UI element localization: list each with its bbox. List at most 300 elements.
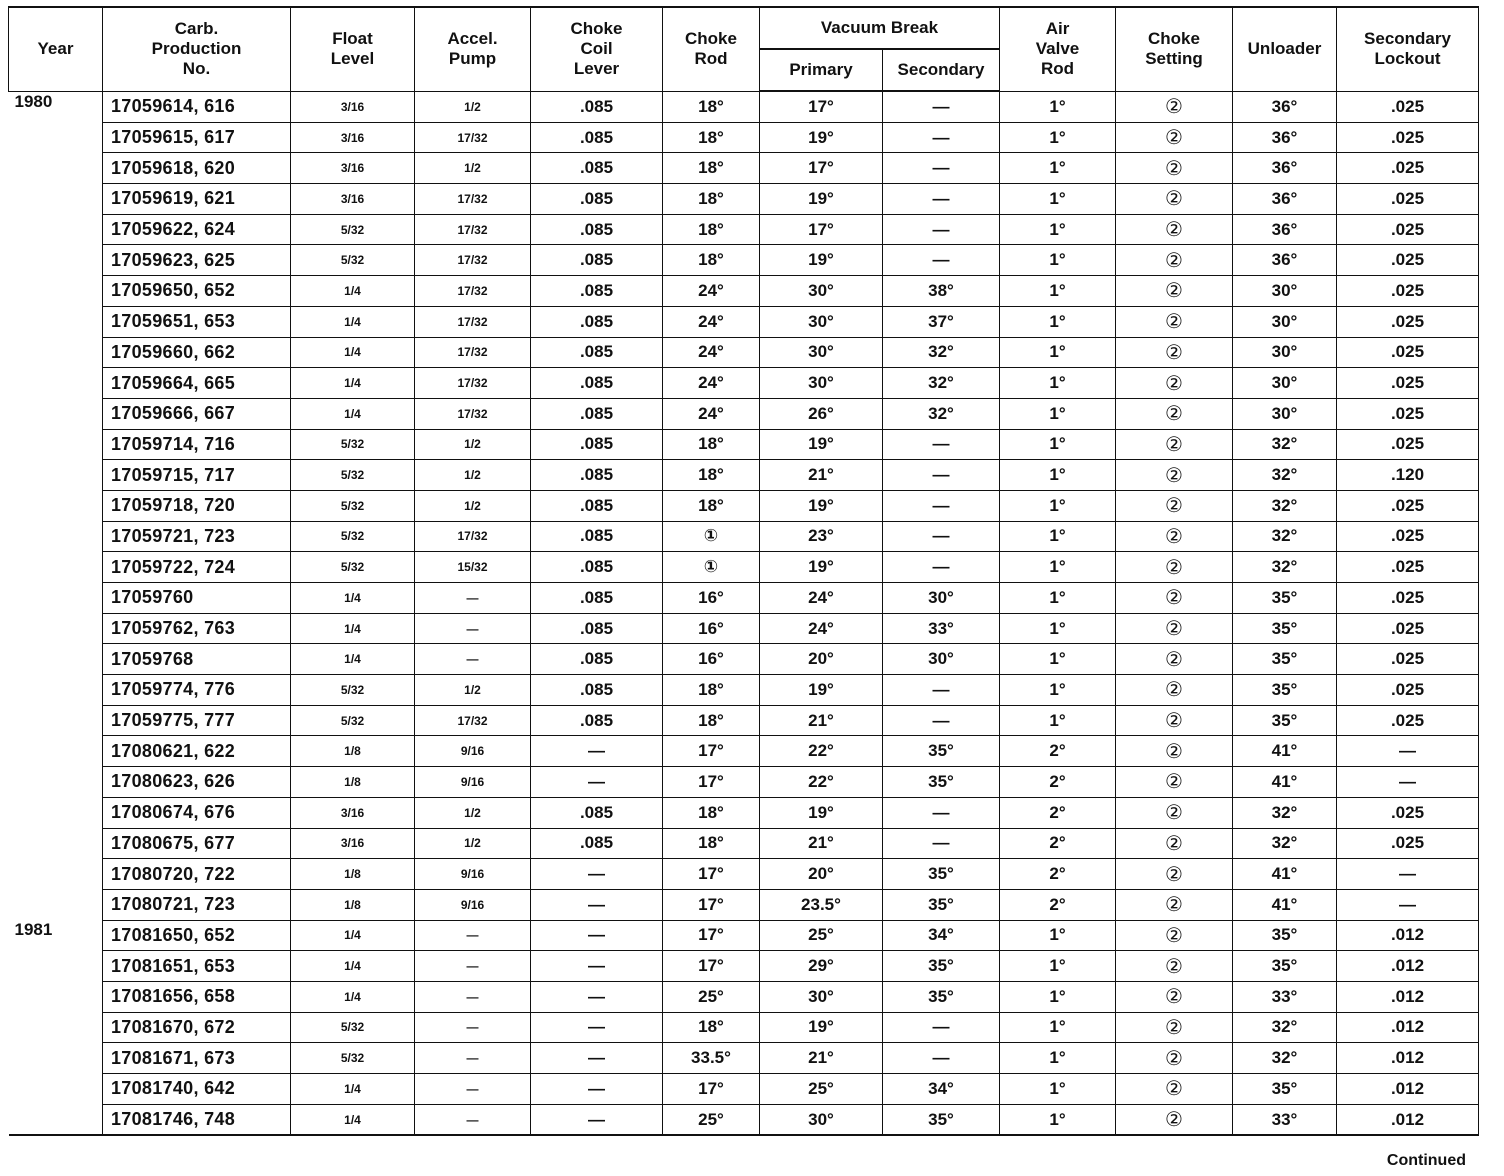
vacuum-primary-cell: 19° bbox=[760, 490, 883, 521]
carb-production-no-cell: 17080623, 626 bbox=[103, 767, 291, 798]
air-valve-rod-cell: 1° bbox=[1000, 1043, 1116, 1074]
choke-rod-cell: ① bbox=[663, 521, 760, 552]
vacuum-secondary-cell: 30° bbox=[883, 644, 1000, 675]
choke-rod-cell: 18° bbox=[663, 429, 760, 460]
year-cell bbox=[9, 705, 103, 736]
vacuum-primary-cell: 20° bbox=[760, 859, 883, 890]
float-level-cell: 1/4 bbox=[291, 613, 415, 644]
carb-production-no-cell: 17080621, 622 bbox=[103, 736, 291, 767]
choke-setting-cell: ② bbox=[1116, 153, 1233, 184]
choke-coil-lever-cell: .085 bbox=[531, 644, 663, 675]
choke-rod-cell: 18° bbox=[663, 797, 760, 828]
air-valve-rod-cell: 2° bbox=[1000, 767, 1116, 798]
vacuum-primary-cell: 22° bbox=[760, 767, 883, 798]
air-valve-rod-cell: 1° bbox=[1000, 368, 1116, 399]
choke-rod-cell: 24° bbox=[663, 306, 760, 337]
choke-coil-lever-cell: .085 bbox=[531, 583, 663, 614]
choke-coil-lever-cell: — bbox=[531, 889, 663, 920]
table-row bbox=[9, 1104, 1479, 1135]
float-level-cell: 1/4 bbox=[291, 1104, 415, 1135]
accel-pump-cell: — bbox=[415, 613, 531, 644]
secondary-lockout-cell: .025 bbox=[1337, 276, 1479, 307]
year-cell bbox=[9, 583, 103, 614]
vacuum-primary-cell: 23.5° bbox=[760, 889, 883, 920]
choke-rod-cell: 16° bbox=[663, 644, 760, 675]
carb-production-no-cell: 17080721, 723 bbox=[103, 889, 291, 920]
vacuum-secondary-cell: 35° bbox=[883, 1104, 1000, 1135]
choke-coil-lever-cell: — bbox=[531, 920, 663, 951]
year-cell: 1980 bbox=[9, 91, 103, 122]
choke-setting-cell: ② bbox=[1116, 490, 1233, 521]
carb-production-no-cell: 17081651, 653 bbox=[103, 951, 291, 982]
choke-rod-cell: 17° bbox=[663, 1074, 760, 1105]
float-level-cell: 3/16 bbox=[291, 828, 415, 859]
table-row bbox=[9, 736, 1479, 767]
secondary-lockout-cell: .120 bbox=[1337, 460, 1479, 491]
unloader-cell: 30° bbox=[1233, 398, 1337, 429]
year-cell bbox=[9, 828, 103, 859]
vacuum-secondary-cell: — bbox=[883, 828, 1000, 859]
unloader-cell: 30° bbox=[1233, 276, 1337, 307]
choke-coil-lever-cell: — bbox=[531, 951, 663, 982]
year-cell bbox=[9, 1043, 103, 1074]
choke-coil-lever-cell: — bbox=[531, 1074, 663, 1105]
choke-setting-cell: ② bbox=[1116, 1074, 1233, 1105]
header-vacuum-primary: Primary bbox=[760, 49, 883, 91]
secondary-lockout-cell: .025 bbox=[1337, 521, 1479, 552]
year-cell bbox=[9, 1012, 103, 1043]
table-row bbox=[9, 521, 1479, 552]
float-level-cell: 5/32 bbox=[291, 214, 415, 245]
vacuum-primary-cell: 21° bbox=[760, 828, 883, 859]
accel-pump-cell: 1/2 bbox=[415, 153, 531, 184]
float-level-cell: 1/4 bbox=[291, 951, 415, 982]
choke-setting-cell: ② bbox=[1116, 705, 1233, 736]
vacuum-primary-cell: 30° bbox=[760, 1104, 883, 1135]
unloader-cell: 36° bbox=[1233, 245, 1337, 276]
air-valve-rod-cell: 1° bbox=[1000, 214, 1116, 245]
float-level-cell: 5/32 bbox=[291, 490, 415, 521]
float-level-cell: 5/32 bbox=[291, 552, 415, 583]
accel-pump-cell: 15/32 bbox=[415, 552, 531, 583]
vacuum-secondary-cell: 33° bbox=[883, 613, 1000, 644]
year-cell bbox=[9, 245, 103, 276]
vacuum-primary-cell: 30° bbox=[760, 981, 883, 1012]
unloader-cell: 35° bbox=[1233, 920, 1337, 951]
table-row bbox=[9, 583, 1479, 614]
vacuum-primary-cell: 19° bbox=[760, 552, 883, 583]
unloader-cell: 35° bbox=[1233, 1074, 1337, 1105]
vacuum-primary-cell: 30° bbox=[760, 368, 883, 399]
vacuum-secondary-cell: 30° bbox=[883, 583, 1000, 614]
table-row bbox=[9, 767, 1479, 798]
accel-pump-cell: 1/2 bbox=[415, 828, 531, 859]
choke-coil-lever-cell: .085 bbox=[531, 276, 663, 307]
carb-production-no-cell: 17081650, 652 bbox=[103, 920, 291, 951]
choke-setting-cell: ② bbox=[1116, 122, 1233, 153]
choke-rod-cell: 18° bbox=[663, 91, 760, 122]
choke-setting-cell: ② bbox=[1116, 675, 1233, 706]
year-cell bbox=[9, 736, 103, 767]
vacuum-primary-cell: 19° bbox=[760, 797, 883, 828]
choke-rod-cell: 24° bbox=[663, 276, 760, 307]
table-row bbox=[9, 859, 1479, 890]
year-cell bbox=[9, 1104, 103, 1135]
secondary-lockout-cell: .025 bbox=[1337, 184, 1479, 215]
carb-production-no-cell: 17059615, 617 bbox=[103, 122, 291, 153]
choke-rod-cell: 17° bbox=[663, 889, 760, 920]
year-cell bbox=[9, 1074, 103, 1105]
choke-setting-cell: ② bbox=[1116, 306, 1233, 337]
vacuum-secondary-cell: 37° bbox=[883, 306, 1000, 337]
year-cell bbox=[9, 644, 103, 675]
accel-pump-cell: 17/32 bbox=[415, 306, 531, 337]
unloader-cell: 32° bbox=[1233, 490, 1337, 521]
secondary-lockout-cell: .025 bbox=[1337, 490, 1479, 521]
table-row bbox=[9, 184, 1479, 215]
float-level-cell: 1/4 bbox=[291, 398, 415, 429]
vacuum-primary-cell: 25° bbox=[760, 920, 883, 951]
choke-rod-cell: 18° bbox=[663, 490, 760, 521]
vacuum-primary-cell: 19° bbox=[760, 122, 883, 153]
vacuum-secondary-cell: — bbox=[883, 122, 1000, 153]
table-row bbox=[9, 153, 1479, 184]
vacuum-secondary-cell: 32° bbox=[883, 368, 1000, 399]
choke-setting-cell: ② bbox=[1116, 1043, 1233, 1074]
accel-pump-cell: 1/2 bbox=[415, 797, 531, 828]
vacuum-secondary-cell: 35° bbox=[883, 767, 1000, 798]
carb-production-no-cell: 17059714, 716 bbox=[103, 429, 291, 460]
air-valve-rod-cell: 1° bbox=[1000, 1012, 1116, 1043]
table-body bbox=[9, 91, 1479, 1135]
accel-pump-cell: 17/32 bbox=[415, 521, 531, 552]
air-valve-rod-cell: 1° bbox=[1000, 276, 1116, 307]
unloader-cell: 35° bbox=[1233, 675, 1337, 706]
vacuum-secondary-cell: — bbox=[883, 521, 1000, 552]
choke-coil-lever-cell: .085 bbox=[531, 245, 663, 276]
carb-production-no-cell: 17059715, 717 bbox=[103, 460, 291, 491]
choke-rod-cell: 33.5° bbox=[663, 1043, 760, 1074]
unloader-cell: 33° bbox=[1233, 981, 1337, 1012]
secondary-lockout-cell: .025 bbox=[1337, 644, 1479, 675]
vacuum-primary-cell: 19° bbox=[760, 184, 883, 215]
choke-setting-cell: ② bbox=[1116, 736, 1233, 767]
accel-pump-cell: 17/32 bbox=[415, 337, 531, 368]
carb-production-no-cell: 17080674, 676 bbox=[103, 797, 291, 828]
vacuum-secondary-cell: — bbox=[883, 184, 1000, 215]
vacuum-primary-cell: 17° bbox=[760, 91, 883, 122]
float-level-cell: 1/4 bbox=[291, 583, 415, 614]
unloader-cell: 32° bbox=[1233, 1012, 1337, 1043]
carb-production-no-cell: 17059768 bbox=[103, 644, 291, 675]
carb-production-no-cell: 17059666, 667 bbox=[103, 398, 291, 429]
choke-coil-lever-cell: .085 bbox=[531, 398, 663, 429]
unloader-cell: 41° bbox=[1233, 859, 1337, 890]
carb-production-no-cell: 17059721, 723 bbox=[103, 521, 291, 552]
unloader-cell: 32° bbox=[1233, 429, 1337, 460]
table-row bbox=[9, 91, 1479, 122]
unloader-cell: 32° bbox=[1233, 797, 1337, 828]
year-cell: 1981 bbox=[9, 920, 103, 951]
choke-rod-cell: 16° bbox=[663, 613, 760, 644]
choke-coil-lever-cell: .085 bbox=[531, 797, 663, 828]
vacuum-primary-cell: 30° bbox=[760, 306, 883, 337]
vacuum-secondary-cell: 38° bbox=[883, 276, 1000, 307]
unloader-cell: 35° bbox=[1233, 705, 1337, 736]
table-row bbox=[9, 368, 1479, 399]
unloader-cell: 35° bbox=[1233, 613, 1337, 644]
vacuum-secondary-cell: — bbox=[883, 705, 1000, 736]
secondary-lockout-cell: .025 bbox=[1337, 705, 1479, 736]
choke-rod-cell: 25° bbox=[663, 981, 760, 1012]
float-level-cell: 1/8 bbox=[291, 889, 415, 920]
choke-coil-lever-cell: .085 bbox=[531, 122, 663, 153]
unloader-cell: 33° bbox=[1233, 1104, 1337, 1135]
air-valve-rod-cell: 1° bbox=[1000, 429, 1116, 460]
carb-production-no-cell: 17059762, 763 bbox=[103, 613, 291, 644]
accel-pump-cell: 1/2 bbox=[415, 490, 531, 521]
unloader-cell: 41° bbox=[1233, 889, 1337, 920]
unloader-cell: 32° bbox=[1233, 552, 1337, 583]
year-cell bbox=[9, 981, 103, 1012]
choke-coil-lever-cell: .085 bbox=[531, 552, 663, 583]
secondary-lockout-cell: .012 bbox=[1337, 1104, 1479, 1135]
choke-coil-lever-cell: .085 bbox=[531, 368, 663, 399]
vacuum-primary-cell: 24° bbox=[760, 613, 883, 644]
table-row bbox=[9, 828, 1479, 859]
air-valve-rod-cell: 1° bbox=[1000, 153, 1116, 184]
carb-production-no-cell: 17059664, 665 bbox=[103, 368, 291, 399]
table-row bbox=[9, 398, 1479, 429]
air-valve-rod-cell: 1° bbox=[1000, 613, 1116, 644]
vacuum-secondary-cell: 34° bbox=[883, 1074, 1000, 1105]
year-cell bbox=[9, 951, 103, 982]
vacuum-primary-cell: 19° bbox=[760, 245, 883, 276]
carb-production-no-cell: 17059718, 720 bbox=[103, 490, 291, 521]
unloader-cell: 36° bbox=[1233, 122, 1337, 153]
carburetor-specs-table bbox=[8, 6, 1479, 1136]
choke-rod-cell: 24° bbox=[663, 368, 760, 399]
table-row bbox=[9, 1074, 1479, 1105]
carb-production-no-cell: 17081671, 673 bbox=[103, 1043, 291, 1074]
year-cell bbox=[9, 797, 103, 828]
accel-pump-cell: 1/2 bbox=[415, 429, 531, 460]
year-cell bbox=[9, 675, 103, 706]
secondary-lockout-cell: .012 bbox=[1337, 981, 1479, 1012]
float-level-cell: 5/32 bbox=[291, 705, 415, 736]
choke-coil-lever-cell: .085 bbox=[531, 675, 663, 706]
carb-production-no-cell: 17059614, 616 bbox=[103, 91, 291, 122]
accel-pump-cell: 1/2 bbox=[415, 675, 531, 706]
year-cell bbox=[9, 122, 103, 153]
air-valve-rod-cell: 1° bbox=[1000, 306, 1116, 337]
secondary-lockout-cell: .025 bbox=[1337, 398, 1479, 429]
secondary-lockout-cell: .025 bbox=[1337, 552, 1479, 583]
vacuum-primary-cell: 17° bbox=[760, 153, 883, 184]
unloader-cell: 32° bbox=[1233, 521, 1337, 552]
secondary-lockout-cell: .025 bbox=[1337, 306, 1479, 337]
choke-rod-cell: 17° bbox=[663, 859, 760, 890]
choke-coil-lever-cell: .085 bbox=[531, 828, 663, 859]
vacuum-primary-cell: 29° bbox=[760, 951, 883, 982]
choke-rod-cell: 17° bbox=[663, 920, 760, 951]
choke-coil-lever-cell: — bbox=[531, 736, 663, 767]
header-vacuum-break: Vacuum Break bbox=[760, 7, 1000, 49]
accel-pump-cell: 17/32 bbox=[415, 214, 531, 245]
carb-production-no-cell: 17059618, 620 bbox=[103, 153, 291, 184]
table-row bbox=[9, 276, 1479, 307]
secondary-lockout-cell: .025 bbox=[1337, 245, 1479, 276]
vacuum-primary-cell: 19° bbox=[760, 429, 883, 460]
table-row bbox=[9, 245, 1479, 276]
choke-setting-cell: ② bbox=[1116, 583, 1233, 614]
vacuum-primary-cell: 23° bbox=[760, 521, 883, 552]
year-cell bbox=[9, 490, 103, 521]
air-valve-rod-cell: 1° bbox=[1000, 521, 1116, 552]
air-valve-rod-cell: 1° bbox=[1000, 644, 1116, 675]
accel-pump-cell: 17/32 bbox=[415, 276, 531, 307]
accel-pump-cell: — bbox=[415, 583, 531, 614]
air-valve-rod-cell: 1° bbox=[1000, 951, 1116, 982]
header-accel-pump: Accel. Pump bbox=[415, 7, 531, 91]
choke-rod-cell: 18° bbox=[663, 828, 760, 859]
choke-coil-lever-cell: .085 bbox=[531, 429, 663, 460]
choke-setting-cell: ② bbox=[1116, 337, 1233, 368]
vacuum-secondary-cell: — bbox=[883, 1043, 1000, 1074]
choke-coil-lever-cell: .085 bbox=[531, 214, 663, 245]
table-row bbox=[9, 214, 1479, 245]
choke-coil-lever-cell: — bbox=[531, 1043, 663, 1074]
unloader-cell: 35° bbox=[1233, 583, 1337, 614]
choke-coil-lever-cell: — bbox=[531, 1104, 663, 1135]
carb-production-no-cell: 17059660, 662 bbox=[103, 337, 291, 368]
air-valve-rod-cell: 1° bbox=[1000, 460, 1116, 491]
float-level-cell: 5/32 bbox=[291, 1012, 415, 1043]
secondary-lockout-cell: .025 bbox=[1337, 337, 1479, 368]
choke-rod-cell: 18° bbox=[663, 122, 760, 153]
choke-coil-lever-cell: .085 bbox=[531, 91, 663, 122]
choke-setting-cell: ② bbox=[1116, 398, 1233, 429]
table-row bbox=[9, 981, 1479, 1012]
table-row bbox=[9, 460, 1479, 491]
choke-coil-lever-cell: .085 bbox=[531, 337, 663, 368]
carb-production-no-cell: 17080675, 677 bbox=[103, 828, 291, 859]
float-level-cell: 1/4 bbox=[291, 306, 415, 337]
choke-setting-cell: ② bbox=[1116, 981, 1233, 1012]
choke-rod-cell: 18° bbox=[663, 675, 760, 706]
air-valve-rod-cell: 2° bbox=[1000, 828, 1116, 859]
table-row bbox=[9, 644, 1479, 675]
table-row bbox=[9, 613, 1479, 644]
accel-pump-cell: 9/16 bbox=[415, 767, 531, 798]
year-cell bbox=[9, 153, 103, 184]
carb-production-no-cell: 17059774, 776 bbox=[103, 675, 291, 706]
float-level-cell: 3/16 bbox=[291, 153, 415, 184]
secondary-lockout-cell: — bbox=[1337, 859, 1479, 890]
choke-rod-cell: 18° bbox=[663, 460, 760, 491]
vacuum-primary-cell: 17° bbox=[760, 214, 883, 245]
table-row bbox=[9, 797, 1479, 828]
table-row bbox=[9, 429, 1479, 460]
header-carb-production-no: Carb. Production No. bbox=[103, 7, 291, 91]
vacuum-primary-cell: 21° bbox=[760, 1043, 883, 1074]
vacuum-primary-cell: 30° bbox=[760, 337, 883, 368]
accel-pump-cell: — bbox=[415, 920, 531, 951]
vacuum-secondary-cell: — bbox=[883, 490, 1000, 521]
header-vacuum-secondary: Secondary bbox=[883, 49, 1000, 91]
accel-pump-cell: — bbox=[415, 1104, 531, 1135]
choke-setting-cell: ② bbox=[1116, 920, 1233, 951]
carb-production-no-cell: 17059651, 653 bbox=[103, 306, 291, 337]
float-level-cell: 5/32 bbox=[291, 429, 415, 460]
air-valve-rod-cell: 2° bbox=[1000, 859, 1116, 890]
carb-production-no-cell: 17059760 bbox=[103, 583, 291, 614]
year-cell bbox=[9, 368, 103, 399]
secondary-lockout-cell: .012 bbox=[1337, 1012, 1479, 1043]
vacuum-secondary-cell: — bbox=[883, 91, 1000, 122]
unloader-cell: 32° bbox=[1233, 828, 1337, 859]
header-choke-rod: Choke Rod bbox=[663, 7, 760, 91]
carb-production-no-cell: 17059650, 652 bbox=[103, 276, 291, 307]
choke-rod-cell: 25° bbox=[663, 1104, 760, 1135]
unloader-cell: 41° bbox=[1233, 767, 1337, 798]
choke-setting-cell: ② bbox=[1116, 828, 1233, 859]
vacuum-secondary-cell: 32° bbox=[883, 398, 1000, 429]
choke-rod-cell: 18° bbox=[663, 184, 760, 215]
float-level-cell: 3/16 bbox=[291, 122, 415, 153]
air-valve-rod-cell: 1° bbox=[1000, 398, 1116, 429]
float-level-cell: 1/8 bbox=[291, 859, 415, 890]
vacuum-primary-cell: 21° bbox=[760, 705, 883, 736]
accel-pump-cell: 17/32 bbox=[415, 368, 531, 399]
year-cell bbox=[9, 521, 103, 552]
unloader-cell: 35° bbox=[1233, 644, 1337, 675]
year-cell bbox=[9, 429, 103, 460]
air-valve-rod-cell: 1° bbox=[1000, 705, 1116, 736]
air-valve-rod-cell: 2° bbox=[1000, 736, 1116, 767]
carb-production-no-cell: 17059623, 625 bbox=[103, 245, 291, 276]
year-cell bbox=[9, 306, 103, 337]
choke-setting-cell: ② bbox=[1116, 889, 1233, 920]
table-row bbox=[9, 1012, 1479, 1043]
accel-pump-cell: — bbox=[415, 644, 531, 675]
secondary-lockout-cell: .025 bbox=[1337, 583, 1479, 614]
float-level-cell: 5/32 bbox=[291, 460, 415, 491]
secondary-lockout-cell: .025 bbox=[1337, 613, 1479, 644]
carb-production-no-cell: 17059622, 624 bbox=[103, 214, 291, 245]
float-level-cell: 1/8 bbox=[291, 767, 415, 798]
float-level-cell: 5/32 bbox=[291, 1043, 415, 1074]
choke-rod-cell: 17° bbox=[663, 736, 760, 767]
vacuum-secondary-cell: 32° bbox=[883, 337, 1000, 368]
air-valve-rod-cell: 2° bbox=[1000, 889, 1116, 920]
unloader-cell: 36° bbox=[1233, 153, 1337, 184]
air-valve-rod-cell: 1° bbox=[1000, 583, 1116, 614]
accel-pump-cell: — bbox=[415, 1074, 531, 1105]
choke-coil-lever-cell: .085 bbox=[531, 521, 663, 552]
carb-production-no-cell: 17081746, 748 bbox=[103, 1104, 291, 1135]
table-row bbox=[9, 122, 1479, 153]
air-valve-rod-cell: 1° bbox=[1000, 184, 1116, 215]
unloader-cell: 36° bbox=[1233, 214, 1337, 245]
year-cell bbox=[9, 889, 103, 920]
choke-rod-cell: 16° bbox=[663, 583, 760, 614]
vacuum-secondary-cell: — bbox=[883, 1012, 1000, 1043]
vacuum-secondary-cell: — bbox=[883, 460, 1000, 491]
float-level-cell: 3/16 bbox=[291, 184, 415, 215]
choke-coil-lever-cell: .085 bbox=[531, 705, 663, 736]
air-valve-rod-cell: 1° bbox=[1000, 490, 1116, 521]
